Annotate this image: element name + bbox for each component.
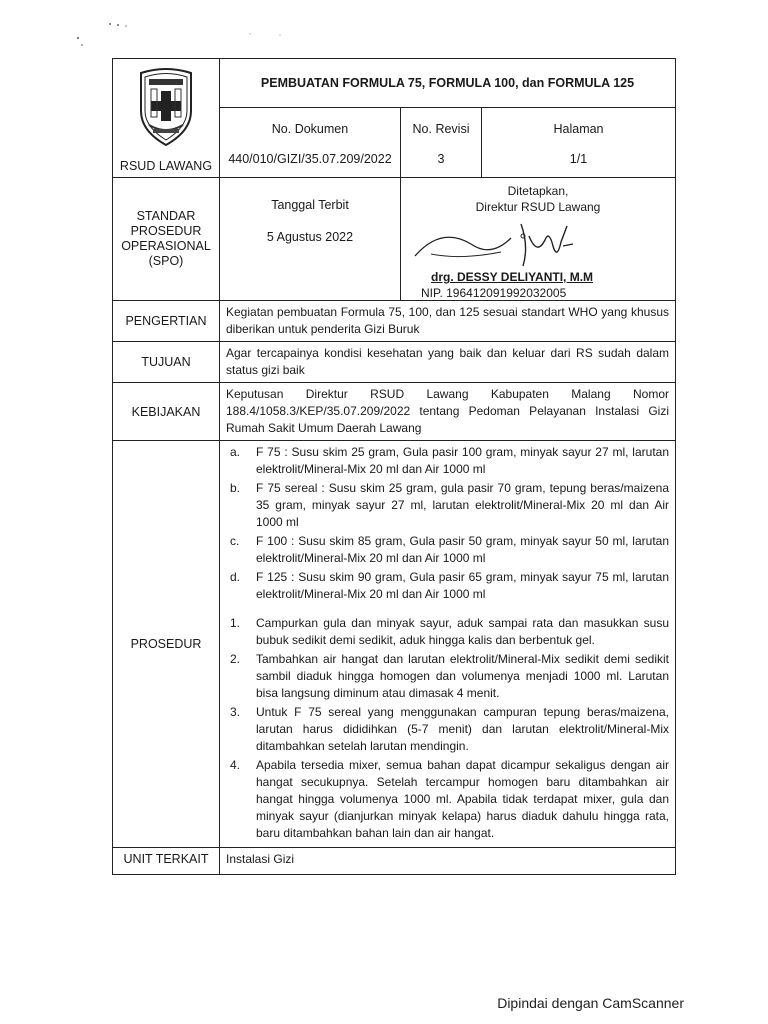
procedure-steps: [226, 615, 669, 842]
doc-number-cell: [220, 108, 401, 178]
scan-specks: [70, 20, 370, 50]
tujuan-label: TUJUAN: [113, 342, 220, 383]
spo-document-table: [112, 58, 676, 875]
kebijakan-label: KEBIJAKAN: [113, 383, 220, 441]
page-cell: [482, 108, 676, 178]
list-item: b. F 75 sereal : Susu skim 25 gram, gula pasir 70 gram, tepung beras/maizena 35 gram, minyak sayur 27 ml, larutan elektrolit/Mineral-Mix 20 ml dan Air 1000 ml: [230, 481, 669, 529]
signer-name: drg. DESSY DELIYANTI, M.M: [431, 270, 594, 284]
issue-date-label: Tanggal Terbit: [271, 198, 349, 212]
list-item: c. F 100 : Susu skim 85 gram, Gula pasir 50 gram, minyak sayur 50 ml, larutan elektrolit/Mineral-Mix 20 ml dan Air 1000 ml: [230, 534, 669, 565]
list-item: 2. Tambahkan air hangat dan larutan elektrolit/Mineral-Mix sedikit demi sedikit sambil diaduk hingga homogen dan volumenya menjadi 1000 ml. Larutan bisa langsung diminum atau dimasak 4 menit.: [230, 652, 669, 700]
list-item: d. F 125 : Susu skim 90 gram, Gula pasir 65 gram, minyak sayur 75 ml, larutan elektrolit/Mineral-Mix 20 ml dan Air 1000 ml: [230, 570, 669, 601]
list-item: 1. Campurkan gula dan minyak sayur, aduk sampai rata dan masukkan susu bubuk sedikit demi sedikit, aduk hingga kalis dan berbentuk gel.: [230, 616, 669, 647]
page-value: 1/1: [569, 152, 588, 166]
doc-number-value: 440/010/GIZI/35.07.209/2022: [228, 152, 392, 166]
spo-line-2: PROSEDUR: [130, 224, 202, 238]
spo-line-4: (SPO): [148, 254, 184, 268]
tujuan-text: Agar tercapainya kondisi kesehatan yang baik dan keluar dari RS sudah dalam status gizi baik: [220, 342, 676, 383]
spo-line-3: OPERASIONAL: [121, 239, 211, 253]
hospital-logo-cell: [113, 59, 220, 178]
list-item: a. F 75 : Susu skim 25 gram, Gula pasir 100 gram, minyak sayur 27 ml, larutan elektrolit/Mineral-Mix 20 ml dan Air 1000 ml: [230, 445, 669, 476]
doc-number-label: No. Dokumen: [271, 122, 349, 136]
revision-cell: [401, 108, 482, 178]
approval-label: Ditetapkan,: [507, 184, 569, 198]
document-title: PEMBUATAN FORMULA 75, FORMULA 100, dan FORMULA 125: [220, 59, 676, 108]
revision-value: 3: [437, 152, 445, 166]
pengertian-label: PENGERTIAN: [113, 301, 220, 342]
list-item: 4. Apabila tersedia mixer, semua bahan dapat dicampur sekaligus dengan air hangat secukupnya. Setelah tercampur homogen baru ditambahkan air hangat hingga volumenya 1000 ml. Apabila tidak terdapat mixer, gula dan minyak sayur (dianjurkan minyak kelapa) harus diaduk dahulu hingga rata, baru ditambahkan bahan lain dan air hangat.: [230, 758, 669, 840]
page-label: Halaman: [553, 122, 604, 136]
signer-nip: NIP. 196412091992032005: [421, 286, 567, 300]
prosedur-label: PROSEDUR: [113, 441, 220, 848]
scanner-watermark: Dipindai dengan CamScanner: [497, 995, 684, 1011]
spo-line-1: STANDAR: [136, 209, 196, 223]
kebijakan-text: Keputusan Direktur RSUD Lawang Kabupaten Malang Nomor 188.4/1058.3/KEP/35.07.209/2022 tentang Pedoman Pelayanan Instalasi Gizi Rumah Sakit Umum Daerah Lawang: [220, 383, 676, 441]
list-item: 3. Untuk F 75 sereal yang menggunakan campuran tepung beras/maizena, larutan harus dididihkan (5-7 menit) dan larutan elektrolit/Mineral-Mix ditambahkan setelah larutan mendingin.: [230, 705, 669, 753]
director-title: Direktur RSUD Lawang: [475, 200, 601, 214]
prosedur-content: [220, 441, 676, 848]
issue-date-value: 5 Agustus 2022: [266, 230, 354, 244]
hospital-name: RSUD LAWANG: [119, 159, 213, 173]
revision-label: No. Revisi: [412, 122, 470, 136]
hospital-logo-icon: [135, 65, 197, 149]
formula-list: [226, 444, 669, 603]
unit-text: Instalasi Gizi: [220, 848, 676, 875]
unit-label: UNIT TERKAIT: [113, 848, 220, 875]
spo-label-cell: [113, 178, 220, 301]
issue-date-cell: [220, 178, 401, 301]
pengertian-text: Kegiatan pembuatan Formula 75, 100, dan 125 sesuai standart WHO yang khusus diberikan untuk penderita Gizi Buruk: [220, 301, 676, 342]
signature-icon: [411, 216, 611, 272]
approval-cell: [401, 178, 676, 301]
